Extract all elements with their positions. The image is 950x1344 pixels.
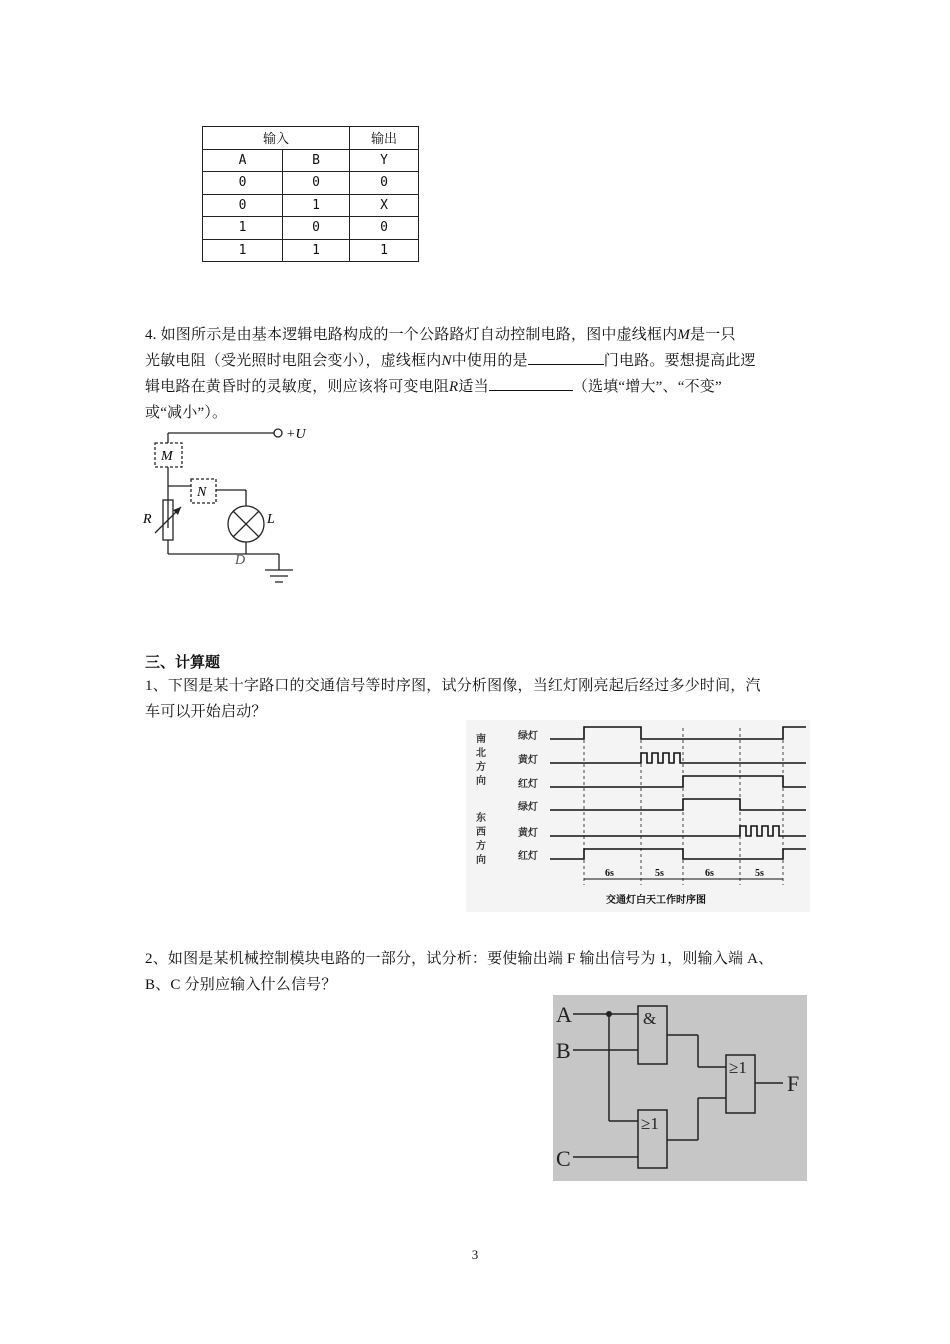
ew-char: 向 xyxy=(476,855,486,866)
page-number: 3 xyxy=(471,1247,479,1262)
table-cell: 0 xyxy=(203,194,283,217)
duration-label: 5s xyxy=(655,868,664,879)
m-label: M xyxy=(161,449,173,464)
duration-label: 5s xyxy=(755,868,764,879)
signal-label: 红灯 xyxy=(518,851,538,862)
table-cell: 1 xyxy=(350,239,419,262)
q2-line-1: 2、如图是某机械控制模块电路的一部分，试分析：要使输出端 F 输出信号为 1，则输入端 A、 xyxy=(145,951,774,967)
table-cell: 1 xyxy=(283,239,350,262)
signal-label: 黄灯 xyxy=(518,828,538,839)
answer-blank-resistor[interactable] xyxy=(489,374,573,391)
truth-col-y: Y xyxy=(350,149,419,172)
table-row xyxy=(203,239,419,262)
truth-header-output: 输出 xyxy=(350,127,419,150)
table-cell: 1 xyxy=(283,194,350,217)
traffic-light-timing-diagram xyxy=(466,720,810,912)
truth-col-b: B xyxy=(283,149,350,172)
signal-label: 绿灯 xyxy=(518,802,538,813)
table-cell: 0 xyxy=(350,217,419,240)
q4-line-1: 4. 如图所示是由基本逻辑电路构成的一个公路路灯自动控制电路，图中虚线框内M是一只 xyxy=(145,327,736,343)
supply-label: +U xyxy=(286,427,306,442)
q1-line-2: 车可以开始启动？ xyxy=(145,704,267,720)
ns-char: 方 xyxy=(476,762,486,773)
table-cell: 0 xyxy=(203,172,283,195)
ns-char: 北 xyxy=(476,748,486,759)
ns-char: 向 xyxy=(476,776,486,787)
q2-line-2: B、C 分别应输入什么信号？ xyxy=(145,977,337,993)
table-row xyxy=(203,217,419,240)
or-gate-symbol: ≥1 xyxy=(641,1114,659,1133)
truth-header-input: 输入 xyxy=(203,127,350,150)
truth-table xyxy=(202,126,419,262)
table-cell: 0 xyxy=(283,217,350,240)
q1-line-1: 1、下图是某十字路口的交通信号等时序图，试分析图像，当红灯刚亮起后经过多少时间，汽 xyxy=(145,678,761,694)
l-label: L xyxy=(267,512,275,527)
answer-blank-gate[interactable] xyxy=(528,348,604,365)
r-label: R xyxy=(143,512,152,527)
input-b-label: B xyxy=(556,1038,571,1063)
signal-label: 红灯 xyxy=(518,779,538,790)
or-gate-symbol: ≥1 xyxy=(729,1058,747,1077)
table-cell: 0 xyxy=(350,172,419,195)
ns-char: 南 xyxy=(476,734,486,745)
q4-line-4: 或“减小”）。 xyxy=(145,405,228,421)
table-cell: 1 xyxy=(203,239,283,262)
d-label: D xyxy=(235,553,246,568)
q4-line-3: 辑电路在黄昏时的灵敏度，则应该将可变电阻R适当 （选填“增大”、“不变” xyxy=(145,374,815,400)
duration-label: 6s xyxy=(705,868,714,879)
input-c-label: C xyxy=(556,1146,571,1171)
table-row xyxy=(203,194,419,217)
timing-caption: 交通灯白天工作时序图 xyxy=(606,895,706,906)
table-cell: 1 xyxy=(203,217,283,240)
table-cell: X xyxy=(350,194,419,217)
ew-char: 西 xyxy=(476,827,486,838)
duration-label: 6s xyxy=(605,868,614,879)
question-2 xyxy=(145,946,825,998)
and-gate-symbol: & xyxy=(643,1009,657,1028)
signal-label: 绿灯 xyxy=(518,731,538,742)
n-label: N xyxy=(197,485,207,500)
junction-dot xyxy=(606,1011,612,1017)
question-1 xyxy=(145,673,815,725)
streetlight-circuit-diagram xyxy=(138,420,318,595)
table-row xyxy=(203,172,419,195)
question-4 xyxy=(145,322,815,426)
ew-char: 东 xyxy=(476,813,486,824)
section-title: 三、计算题 xyxy=(145,653,221,671)
output-f-label: F xyxy=(787,1071,800,1096)
table-cell: 0 xyxy=(283,172,350,195)
ew-char: 方 xyxy=(476,841,486,852)
q4-line-2: 光敏电阻（受光照时电阻会变小），虚线框内N中使用的是 门电路。要想提高此逻 xyxy=(145,348,815,374)
logic-gate-diagram xyxy=(553,995,807,1181)
signal-label: 黄灯 xyxy=(518,755,538,766)
truth-col-a: A xyxy=(203,149,283,172)
input-a-label: A xyxy=(556,1002,572,1027)
